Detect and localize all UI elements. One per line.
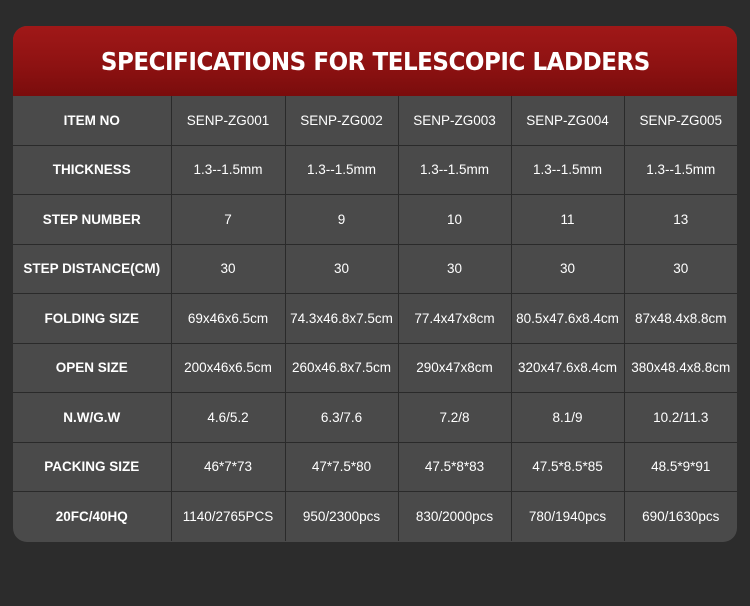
spec-card [13, 26, 737, 542]
row-label: STEP NUMBER [13, 195, 171, 245]
table-cell: 290x47x8cm [398, 343, 511, 393]
table-cell: 11 [511, 195, 624, 245]
table-cell: 30 [285, 244, 398, 294]
title-banner [13, 26, 737, 96]
table-cell: 1.3--1.5mm [171, 145, 285, 195]
table-cell: SENP-ZG003 [398, 96, 511, 145]
table-row [13, 294, 737, 344]
table-cell: 77.4x47x8cm [398, 294, 511, 344]
table-row [13, 343, 737, 393]
table-cell: 1.3--1.5mm [398, 145, 511, 195]
table-cell: 47.5*8*83 [398, 442, 511, 492]
table-row [13, 96, 737, 145]
table-cell: SENP-ZG005 [624, 96, 737, 145]
table-cell: 87x48.4x8.8cm [624, 294, 737, 344]
table-cell: 260x46.8x7.5cm [285, 343, 398, 393]
table-cell: 10.2/11.3 [624, 393, 737, 443]
table-cell: 8.1/9 [511, 393, 624, 443]
table-cell: 80.5x47.6x8.4cm [511, 294, 624, 344]
table-row [13, 393, 737, 443]
row-label: PACKING SIZE [13, 442, 171, 492]
row-label: FOLDING SIZE [13, 294, 171, 344]
table-cell: 200x46x6.5cm [171, 343, 285, 393]
table-row [13, 145, 737, 195]
table-cell: 74.3x46.8x7.5cm [285, 294, 398, 344]
table-cell: 46*7*73 [171, 442, 285, 492]
spec-table-body [13, 96, 737, 541]
table-cell: 1.3--1.5mm [624, 145, 737, 195]
table-cell: 47.5*8.5*85 [511, 442, 624, 492]
row-label: THICKNESS [13, 145, 171, 195]
spec-table [13, 96, 737, 541]
table-cell: 950/2300pcs [285, 492, 398, 541]
table-cell: SENP-ZG004 [511, 96, 624, 145]
row-label: ITEM NO [13, 96, 171, 145]
table-cell: 7.2/8 [398, 393, 511, 443]
row-label: N.W/G.W [13, 393, 171, 443]
table-cell: 47*7.5*80 [285, 442, 398, 492]
table-row [13, 442, 737, 492]
table-cell: 1.3--1.5mm [511, 145, 624, 195]
table-cell: 320x47.6x8.4cm [511, 343, 624, 393]
table-cell: SENP-ZG002 [285, 96, 398, 145]
table-cell: 69x46x6.5cm [171, 294, 285, 344]
table-cell: 9 [285, 195, 398, 245]
table-cell: 1.3--1.5mm [285, 145, 398, 195]
table-cell: 10 [398, 195, 511, 245]
row-label: STEP DISTANCE(CM) [13, 244, 171, 294]
table-cell: 6.3/7.6 [285, 393, 398, 443]
table-cell: 7 [171, 195, 285, 245]
table-cell: 48.5*9*91 [624, 442, 737, 492]
table-row [13, 195, 737, 245]
table-cell: 380x48.4x8.8cm [624, 343, 737, 393]
row-label: 20FC/40HQ [13, 492, 171, 541]
table-row [13, 244, 737, 294]
table-cell: 1140/2765PCS [171, 492, 285, 541]
table-row [13, 492, 737, 541]
table-cell: 30 [624, 244, 737, 294]
table-cell: 30 [511, 244, 624, 294]
row-label: OPEN SIZE [13, 343, 171, 393]
table-cell: 30 [398, 244, 511, 294]
page-title: SPECIFICATIONS FOR TELESCOPIC LADDERS [100, 46, 650, 76]
table-cell: 4.6/5.2 [171, 393, 285, 443]
table-cell: 830/2000pcs [398, 492, 511, 541]
table-cell: 30 [171, 244, 285, 294]
table-cell: 780/1940pcs [511, 492, 624, 541]
table-cell: SENP-ZG001 [171, 96, 285, 145]
table-cell: 13 [624, 195, 737, 245]
table-cell: 690/1630pcs [642, 508, 720, 524]
